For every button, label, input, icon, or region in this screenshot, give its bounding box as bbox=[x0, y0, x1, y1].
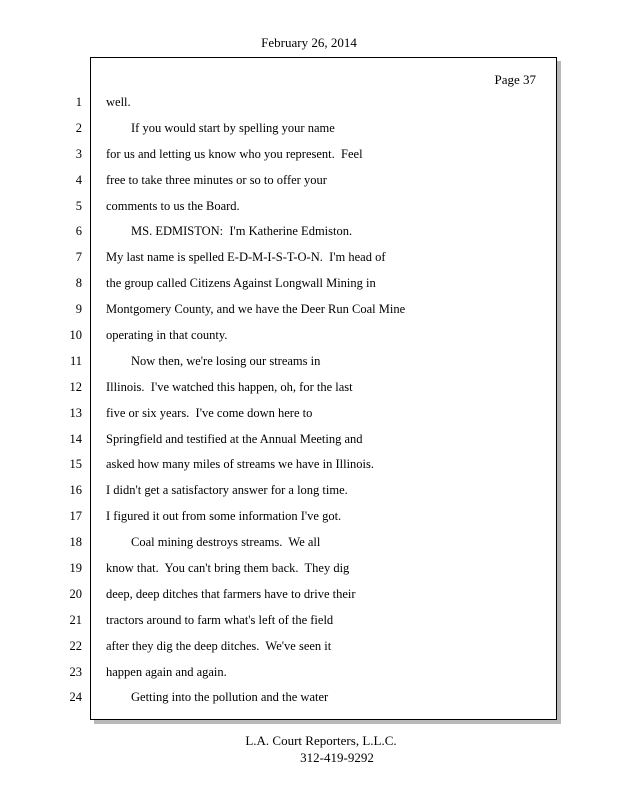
transcript-line: deep, deep ditches that farmers have to drive their bbox=[106, 586, 356, 601]
transcript-line: free to take three minutes or so to offer your bbox=[106, 172, 327, 187]
line-number: 7 bbox=[75, 250, 82, 265]
transcript-line: Getting into the pollution and the water bbox=[106, 690, 329, 705]
footer-company: L.A. Court Reporters, L.L.C. bbox=[245, 733, 397, 748]
transcript-line: MS. EDMISTON: I'm Katherine Edmiston. bbox=[106, 224, 353, 239]
line-number: 20 bbox=[69, 586, 82, 601]
transcript-line: for us and letting us know who you represent. Feel bbox=[106, 146, 363, 161]
transcript-line: If you would start by spelling your name bbox=[106, 120, 335, 135]
page-number: Page 37 bbox=[494, 72, 536, 87]
line-number: 16 bbox=[69, 483, 82, 498]
line-number: 4 bbox=[75, 172, 82, 187]
transcript-line: well. bbox=[106, 95, 131, 109]
line-number: 24 bbox=[69, 690, 82, 705]
line-number: 5 bbox=[75, 198, 82, 213]
transcript-line: asked how many miles of streams we have in Illinois. bbox=[106, 457, 374, 472]
line-number-column bbox=[52, 92, 82, 713]
line-number: 18 bbox=[69, 535, 82, 550]
transcript-line: five or six years. I've come down here to bbox=[106, 405, 313, 420]
line-number: 13 bbox=[69, 405, 82, 420]
line-number: 12 bbox=[69, 379, 82, 394]
line-number: 17 bbox=[69, 509, 82, 524]
line-number: 9 bbox=[75, 302, 82, 317]
transcript-line: tractors around to farm what's left of the field bbox=[106, 612, 334, 627]
transcript-line: comments to us the Board. bbox=[106, 198, 240, 213]
header-date: February 26, 2014 bbox=[261, 35, 357, 50]
line-number: 14 bbox=[69, 431, 82, 446]
line-number: 15 bbox=[69, 457, 82, 472]
line-number: 23 bbox=[69, 664, 82, 679]
transcript-body bbox=[106, 92, 536, 713]
line-number: 2 bbox=[75, 120, 82, 135]
line-number: 22 bbox=[69, 638, 82, 653]
transcript-line: I didn't get a satisfactory answer for a long time. bbox=[106, 483, 348, 498]
transcript-line: Now then, we're losing our streams in bbox=[106, 353, 321, 368]
transcript-line: the group called Citizens Against Longwall Mining in bbox=[106, 276, 376, 291]
footer bbox=[0, 733, 618, 766]
line-number: 21 bbox=[69, 612, 82, 627]
line-number: 6 bbox=[75, 224, 82, 239]
transcript-line: after they dig the deep ditches. We've seen it bbox=[106, 638, 332, 653]
line-number: 11 bbox=[69, 353, 82, 368]
transcript-line: happen again and again. bbox=[106, 664, 227, 679]
transcript-line: operating in that county. bbox=[106, 328, 228, 343]
line-number: 10 bbox=[69, 328, 82, 343]
line-number: 1 bbox=[75, 95, 82, 109]
footer-phone: 312-419-9292 bbox=[300, 750, 374, 765]
transcript-line: I figured it out from some information I've got. bbox=[106, 509, 342, 524]
line-number: 8 bbox=[75, 276, 82, 291]
transcript-line: Coal mining destroys streams. We all bbox=[106, 535, 321, 550]
transcript-line: Springfield and testified at the Annual Meeting and bbox=[106, 431, 363, 446]
transcript-line: Illinois. I've watched this happen, oh, for the last bbox=[106, 379, 353, 394]
transcript-line: Montgomery County, and we have the Deer Run Coal Mine bbox=[106, 302, 406, 317]
line-number: 19 bbox=[69, 561, 82, 576]
transcript-line: know that. You can't bring them back. They dig bbox=[106, 561, 350, 576]
transcript-line: My last name is spelled E-D-M-I-S-T-O-N. I'm head of bbox=[106, 250, 386, 265]
line-number: 3 bbox=[75, 146, 82, 161]
